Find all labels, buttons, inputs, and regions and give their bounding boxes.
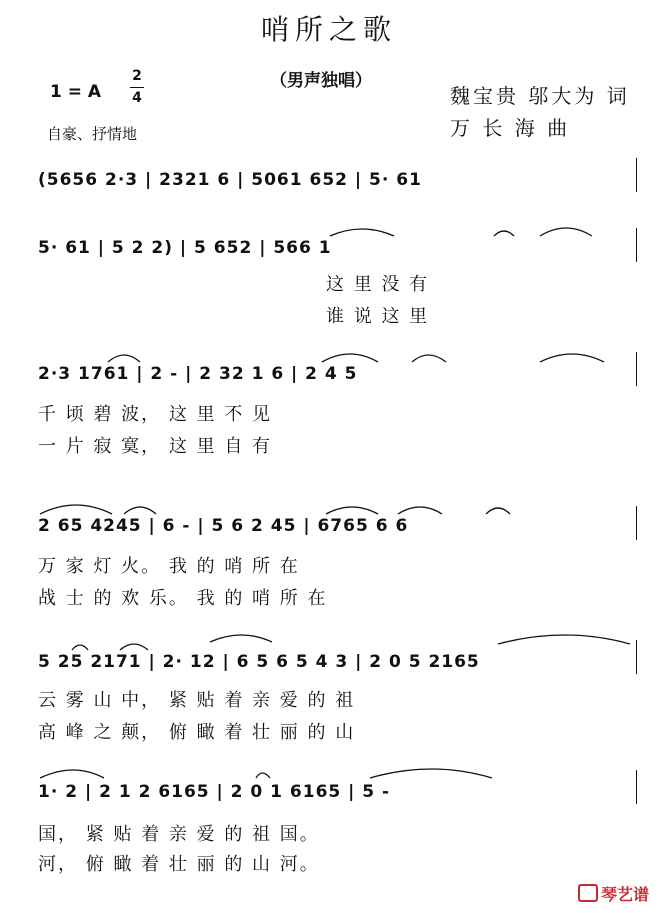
slur	[40, 505, 112, 514]
logo-icon	[578, 884, 598, 902]
slur	[72, 645, 88, 650]
notation-row-5: 5 25 2171 | 2· 12 | 6 5 6 5 4 3 | 2 0 5 2165	[38, 652, 480, 672]
key-signature: 1 = A	[50, 82, 102, 102]
lyricist-credit: 魏宝贵 邬大为 词	[450, 84, 630, 108]
lyrics-row-2-verse-1: 这 里 没 有	[326, 274, 430, 295]
meter-bottom: 4	[132, 90, 142, 106]
slur	[120, 644, 148, 650]
slur	[412, 355, 446, 362]
slur	[326, 507, 378, 514]
tempo-marking: 自豪、抒情地	[47, 125, 138, 143]
slur	[124, 507, 156, 514]
slur	[108, 355, 140, 362]
notation-row-4: 2 65 4245 | 6 - | 5 6 2 45 | 6765 6 6	[38, 516, 409, 536]
meter-top: 2	[132, 68, 142, 84]
notation-row-3: 2·3 1761 | 2 - | 2 32 1 6 | 2 4 5	[38, 364, 358, 384]
composer-credit: 万 长 海 曲	[450, 116, 571, 140]
slur	[40, 770, 104, 778]
lyrics-row-4-verse-1: 万 家 灯 火。 我 的 哨 所 在	[38, 556, 300, 577]
slur	[210, 635, 272, 642]
lyrics-row-5-verse-2: 高 峰 之 颠， 俯 瞰 着 壮 丽 的 山	[38, 722, 356, 743]
lyrics-row-5-verse-1: 云 雾 山 中， 紧 贴 着 亲 爱 的 祖	[38, 690, 356, 711]
slur	[498, 635, 630, 644]
slur	[370, 769, 492, 778]
lyrics-row-3-verse-1: 千 顷 碧 波， 这 里 不 见	[38, 404, 273, 425]
lyrics-row-3-verse-2: 一 片 寂 寞， 这 里 自 有	[38, 436, 273, 457]
notation-row-2: 5· 61 | 5 2 2) | 5 652 | 566 1	[38, 238, 332, 258]
notation-row-1: (5656 2·3 | 2321 6 | 5061 652 | 5· 61	[38, 170, 422, 190]
logo-text: 琴艺谱	[601, 885, 650, 904]
slur	[256, 773, 270, 778]
performance-note: （男声独唱）	[270, 71, 372, 91]
lyrics-row-6-verse-1: 国， 紧 贴 着 亲 爱 的 祖 国。	[38, 824, 320, 845]
slur	[486, 508, 510, 514]
lyrics-row-2-verse-2: 谁 说 这 里	[326, 306, 430, 327]
slur	[330, 229, 394, 236]
slur	[540, 228, 592, 236]
slur	[398, 507, 442, 514]
song-title: 哨所之歌	[260, 13, 397, 46]
notation-row-6: 1· 2 | 2 1 2 6165 | 2 0 1 6165 | 5 -	[38, 782, 391, 802]
site-logo	[578, 882, 649, 905]
slur	[322, 354, 378, 362]
lyrics-row-6-verse-2: 河， 俯 瞰 着 壮 丽 的 山 河。	[38, 854, 320, 875]
slur	[494, 231, 514, 236]
slur	[540, 354, 604, 362]
lyrics-row-4-verse-2: 战 士 的 欢 乐。 我 的 哨 所 在	[38, 588, 328, 609]
